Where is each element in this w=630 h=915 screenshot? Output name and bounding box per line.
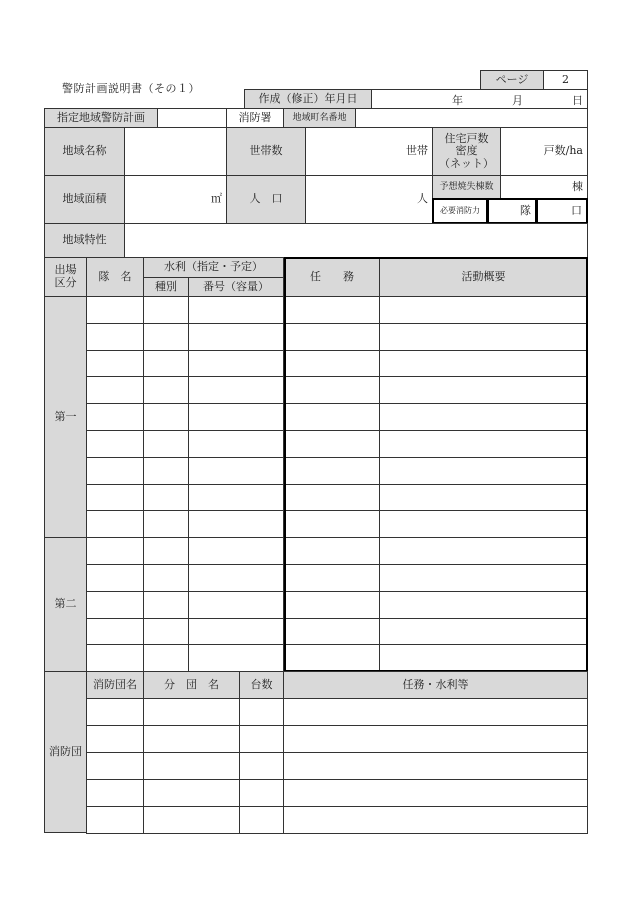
dispatch-category-header bbox=[44, 257, 87, 297]
vehicle-count-cell[interactable] bbox=[239, 752, 284, 780]
unit-name-cell[interactable] bbox=[86, 350, 144, 377]
dispatch-header-line-1: 出場 bbox=[54, 263, 77, 277]
burn-estimate-field[interactable] bbox=[500, 175, 588, 199]
corps-name-cell[interactable] bbox=[86, 725, 144, 753]
water-number-cell[interactable] bbox=[188, 457, 284, 485]
households-label: 世帯数 bbox=[226, 127, 306, 176]
form-title: 警防計画説明書（その１） bbox=[62, 82, 200, 95]
water-number-cell[interactable] bbox=[188, 376, 284, 404]
vehicle-count-cell[interactable] bbox=[239, 806, 284, 834]
area-size-label: 地域面積 bbox=[44, 175, 125, 224]
unit-name-cell[interactable] bbox=[86, 457, 144, 485]
fire-corps-group: 消防団 bbox=[44, 671, 87, 833]
required-nozzles-field[interactable] bbox=[536, 198, 588, 224]
area-name-label: 地域名称 bbox=[44, 127, 125, 176]
dispatch-group-second: 第二 bbox=[44, 537, 87, 672]
nozzle-unit: 口 bbox=[571, 203, 582, 217]
month-label: 月 bbox=[512, 94, 523, 107]
unit-name-cell[interactable] bbox=[86, 323, 144, 351]
area-size-field[interactable] bbox=[124, 175, 227, 224]
unit-name-cell[interactable] bbox=[86, 296, 144, 324]
vehicle-count-cell[interactable] bbox=[239, 698, 284, 726]
branch-name-cell[interactable] bbox=[143, 806, 240, 834]
population-unit: 人 bbox=[417, 192, 428, 206]
water-type-cell[interactable] bbox=[143, 457, 189, 485]
required-squads-field[interactable] bbox=[487, 198, 537, 224]
page-number: 2 bbox=[543, 70, 588, 90]
water-type-cell[interactable] bbox=[143, 591, 189, 619]
water-number-cell[interactable] bbox=[188, 644, 284, 672]
branch-name-cell[interactable] bbox=[143, 725, 240, 753]
dispatch-group-first: 第一 bbox=[44, 296, 87, 538]
water-number-cell[interactable] bbox=[188, 323, 284, 351]
population-label: 人 口 bbox=[226, 175, 306, 224]
water-number-cell[interactable] bbox=[188, 537, 284, 565]
water-type-cell[interactable] bbox=[143, 618, 189, 645]
unit-name-cell[interactable] bbox=[86, 537, 144, 565]
created-date-label: 作成（修正）年月日 bbox=[244, 89, 372, 109]
area-address-field[interactable] bbox=[355, 108, 588, 128]
characteristics-field[interactable] bbox=[124, 223, 588, 258]
water-type-cell[interactable] bbox=[143, 564, 189, 592]
vehicle-count-header: 台数 bbox=[239, 671, 284, 699]
water-type-cell[interactable] bbox=[143, 484, 189, 511]
water-type-cell[interactable] bbox=[143, 323, 189, 351]
water-number-cell[interactable] bbox=[188, 591, 284, 619]
water-type-cell[interactable] bbox=[143, 296, 189, 324]
area-address-label: 地域町名番地 bbox=[283, 108, 356, 128]
water-number-cell[interactable] bbox=[188, 296, 284, 324]
burn-estimate-label: 予想焼失棟数 bbox=[432, 175, 501, 199]
corps-name-cell[interactable] bbox=[86, 779, 144, 807]
task-water-cell[interactable] bbox=[283, 725, 588, 753]
density-label-line-3: （ネット） bbox=[439, 156, 494, 170]
unit-name-cell[interactable] bbox=[86, 564, 144, 592]
households-field[interactable] bbox=[305, 127, 433, 176]
created-date-field[interactable] bbox=[371, 89, 588, 109]
task-activity-frame bbox=[284, 257, 588, 672]
corps-name-cell[interactable] bbox=[86, 752, 144, 780]
year-label: 年 bbox=[452, 94, 463, 107]
water-number-header: 番号（容量） bbox=[188, 277, 284, 297]
unit-name-cell[interactable] bbox=[86, 484, 144, 511]
activity-header: 活動概要 bbox=[379, 257, 588, 297]
task-water-header: 任務・水利等 bbox=[283, 671, 588, 699]
designated-area-field[interactable] bbox=[157, 108, 227, 128]
task-water-cell[interactable] bbox=[283, 752, 588, 780]
corps-name-header: 消防団名 bbox=[86, 671, 144, 699]
dispatch-header-line-2: 区分 bbox=[54, 276, 77, 289]
water-number-cell[interactable] bbox=[188, 350, 284, 377]
unit-name-cell[interactable] bbox=[86, 430, 144, 458]
density-label bbox=[432, 127, 501, 176]
branch-name-header: 分 団 名 bbox=[143, 671, 240, 699]
area-name-field[interactable] bbox=[124, 127, 227, 176]
designated-area-label: 指定地域警防計画 bbox=[44, 108, 158, 128]
water-type-cell[interactable] bbox=[143, 350, 189, 377]
required-force-label: 必要消防力 bbox=[432, 198, 488, 224]
density-unit: 戸数/ha bbox=[543, 144, 583, 158]
unit-name-header: 隊 名 bbox=[86, 257, 144, 297]
water-type-cell[interactable] bbox=[143, 644, 189, 672]
task-header: 任 務 bbox=[284, 257, 380, 297]
water-type-cell[interactable] bbox=[143, 510, 189, 538]
density-label-line-2: 密度 bbox=[455, 144, 478, 158]
area-size-unit: ㎡ bbox=[211, 192, 222, 206]
water-type-cell[interactable] bbox=[143, 430, 189, 458]
day-label: 日 bbox=[572, 94, 583, 107]
population-field[interactable] bbox=[305, 175, 433, 224]
water-type-cell[interactable] bbox=[143, 537, 189, 565]
water-type-cell[interactable] bbox=[143, 376, 189, 404]
unit-name-cell[interactable] bbox=[86, 510, 144, 538]
vehicle-count-cell[interactable] bbox=[239, 779, 284, 807]
fire-station-label: 消防署 bbox=[226, 108, 284, 128]
characteristics-label: 地域特性 bbox=[44, 223, 125, 258]
water-type-cell[interactable] bbox=[143, 403, 189, 431]
task-water-cell[interactable] bbox=[283, 698, 588, 726]
water-number-cell[interactable] bbox=[188, 403, 284, 431]
density-label-line-1: 住宅戸数 bbox=[444, 131, 489, 145]
water-number-cell[interactable] bbox=[188, 510, 284, 538]
branch-name-cell[interactable] bbox=[143, 698, 240, 726]
task-water-cell[interactable] bbox=[283, 779, 588, 807]
squad-unit: 隊 bbox=[520, 203, 531, 217]
corps-name-cell[interactable] bbox=[86, 806, 144, 834]
corps-name-cell[interactable] bbox=[86, 698, 144, 726]
water-number-cell[interactable] bbox=[188, 564, 284, 592]
branch-name-cell[interactable] bbox=[143, 779, 240, 807]
water-number-cell[interactable] bbox=[188, 484, 284, 511]
burn-estimate-unit: 棟 bbox=[572, 179, 583, 193]
water-source-header: 水利（指定・予定） bbox=[143, 257, 284, 278]
unit-name-cell[interactable] bbox=[86, 403, 144, 431]
unit-name-cell[interactable] bbox=[86, 591, 144, 619]
water-type-header: 種別 bbox=[143, 277, 189, 297]
task-water-cell[interactable] bbox=[283, 806, 588, 834]
unit-name-cell[interactable] bbox=[86, 376, 144, 404]
page-label: ページ bbox=[480, 70, 544, 90]
households-unit: 世帯 bbox=[406, 144, 428, 158]
unit-name-cell[interactable] bbox=[86, 618, 144, 645]
unit-name-cell[interactable] bbox=[86, 644, 144, 672]
density-field[interactable] bbox=[500, 127, 588, 176]
water-number-cell[interactable] bbox=[188, 430, 284, 458]
vehicle-count-cell[interactable] bbox=[239, 725, 284, 753]
water-number-cell[interactable] bbox=[188, 618, 284, 645]
branch-name-cell[interactable] bbox=[143, 752, 240, 780]
